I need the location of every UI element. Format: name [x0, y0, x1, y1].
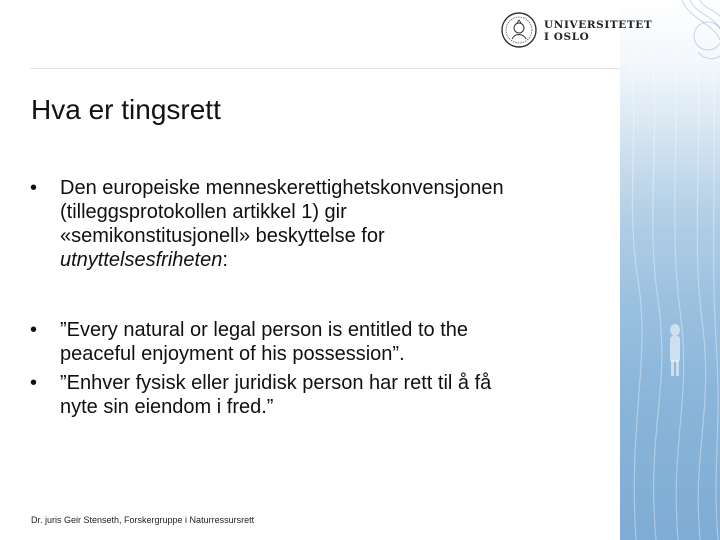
- bullet-dot: •: [30, 319, 38, 341]
- header-divider: [30, 68, 620, 69]
- bullet-suffix: :: [222, 249, 228, 271]
- bullet-line: peaceful enjoyment of his possession”.: [60, 343, 405, 365]
- university-logo: [500, 11, 653, 53]
- university-seal-icon: [500, 11, 538, 49]
- bullet-list: [30, 176, 610, 419]
- bullet-item: [30, 318, 610, 366]
- bullet-line: ”Enhver fysisk eller juridisk person har rett til å få: [60, 372, 492, 394]
- bullet-line: ”Every natural or legal person is entitled to the: [60, 319, 468, 341]
- bullet-item: [30, 371, 610, 419]
- footer-text: Dr. juris Geir Stenseth, Forskergruppe i Naturressursrett: [31, 515, 255, 525]
- bullet-line: Den europeiske menneskerettighetskonvensjonen: [60, 177, 504, 199]
- slide-title: Hva er tingsrett: [31, 94, 221, 125]
- university-name-line1: UNIVERSITETET: [544, 19, 653, 31]
- bullet-line: «semikonstitusjonell» beskyttelse for: [60, 225, 385, 247]
- university-name: [544, 19, 652, 43]
- bullet-item: [30, 176, 610, 272]
- bullet-dot: •: [30, 177, 38, 199]
- decorative-side-panel: [620, 0, 720, 540]
- bullet-line: nyte sin eiendom i fred.”: [60, 396, 274, 418]
- column-statue-illustration: [620, 0, 720, 540]
- emphasized-term: utnyttelsesfriheten: [60, 249, 223, 271]
- bullet-line: (tilleggsprotokollen artikkel 1) gir: [60, 201, 347, 223]
- university-name-line2: I OSLO: [544, 31, 590, 43]
- bullet-dot: •: [30, 372, 38, 394]
